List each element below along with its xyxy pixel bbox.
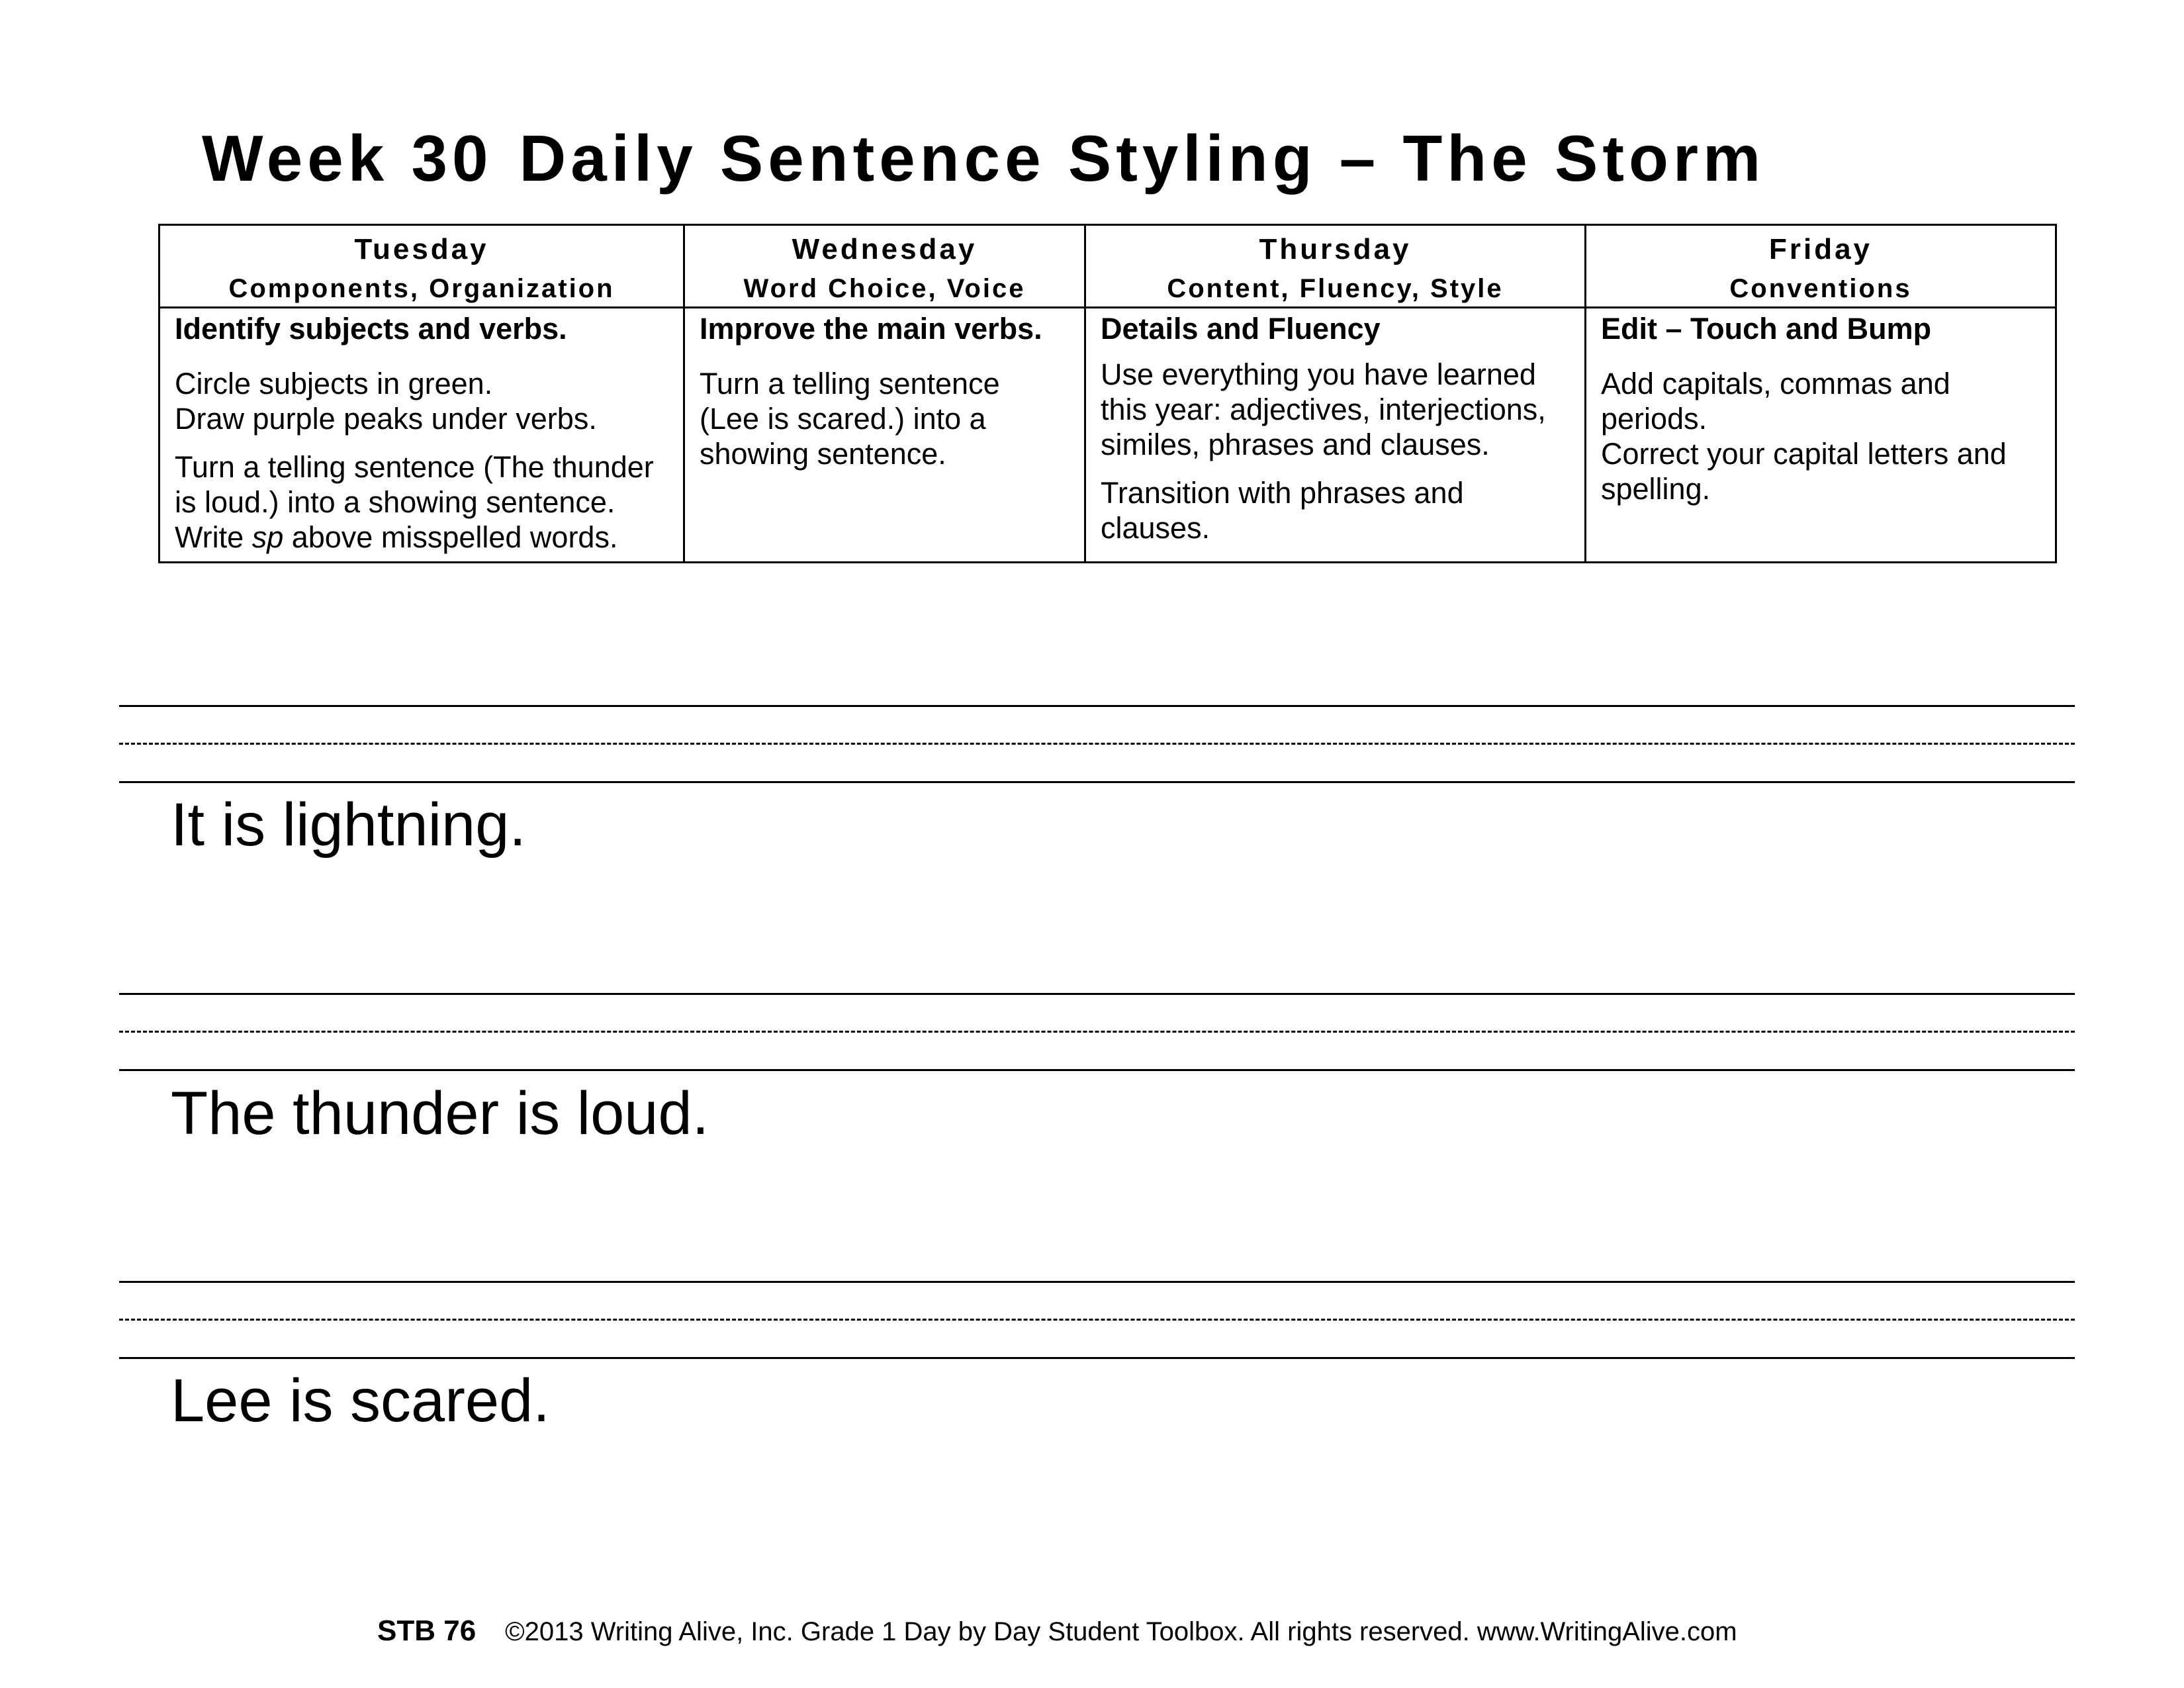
task-cell-tuesday	[159, 308, 684, 563]
prompt-sentence: Lee is scared.	[171, 1367, 550, 1434]
table-task-row	[159, 308, 2056, 563]
task-line: Turn a telling sentence	[700, 367, 1000, 400]
day-traits: Conventions	[1729, 274, 1912, 303]
task-cell-thursday	[1085, 308, 1586, 563]
task-line: similes, phrases and clauses.	[1101, 428, 1490, 461]
task-paragraph	[700, 366, 1069, 471]
header-thursday	[1085, 225, 1586, 308]
task-line: Use everything you have learned	[1101, 357, 1536, 391]
task-paragraph	[175, 366, 668, 436]
task-line-part: Write	[175, 520, 252, 554]
task-paragraph	[1601, 366, 2040, 506]
day-name: Friday	[1768, 233, 1873, 265]
writing-line-base	[119, 781, 2075, 783]
day-traits: Content, Fluency, Style	[1167, 274, 1504, 303]
task-line	[175, 520, 668, 555]
task-line: periods.	[1601, 402, 1707, 436]
task-line: is loud.) into a showing sentence.	[175, 485, 615, 519]
writing-line-top	[119, 1281, 2075, 1283]
writing-line-midline	[119, 1031, 2075, 1033]
task-heading: Identify subjects and verbs.	[175, 312, 567, 346]
header-tuesday	[159, 225, 684, 308]
day-name: Tuesday	[354, 233, 489, 265]
task-line: this year: adjectives, interjections,	[1101, 393, 1546, 426]
writing-line-midline	[119, 743, 2075, 745]
header-friday	[1586, 225, 2056, 308]
day-name: Wednesday	[792, 233, 978, 265]
task-line: showing sentence.	[700, 437, 946, 471]
page-code: STB 76	[377, 1615, 477, 1647]
task-heading: Edit – Touch and Bump	[1601, 312, 1932, 346]
day-traits: Word Choice, Voice	[743, 274, 1026, 303]
title-week: Week 30	[202, 122, 493, 195]
page-footer	[377, 1617, 1737, 1646]
task-line: Draw purple peaks under verbs.	[175, 402, 597, 436]
task-heading: Details and Fluency	[1101, 312, 1381, 346]
task-line: (Lee is scared.) into a	[700, 402, 986, 436]
page-title	[202, 122, 1766, 195]
header-wednesday	[684, 225, 1085, 308]
prompt-sentence: It is lightning.	[171, 791, 526, 859]
weekly-plan-table	[158, 224, 2057, 563]
prompt-sentence: The thunder is loud.	[171, 1080, 709, 1147]
task-line: clauses.	[1101, 511, 1210, 545]
task-paragraph	[1101, 475, 1570, 545]
task-paragraph	[1101, 357, 1570, 462]
writing-line-midline	[119, 1319, 2075, 1321]
task-line: Circle subjects in green.	[175, 367, 493, 400]
table-header-row	[159, 225, 2056, 308]
writing-line-top	[119, 993, 2075, 995]
day-traits: Components, Organization	[228, 274, 615, 303]
title-text: Daily Sentence Styling – The Storm	[519, 122, 1766, 195]
writing-line-base	[119, 1357, 2075, 1359]
task-paragraph	[175, 449, 668, 555]
task-line-part: above misspelled words.	[283, 520, 618, 554]
task-cell-wednesday	[684, 308, 1085, 563]
task-heading: Improve the main verbs.	[700, 312, 1042, 346]
task-line: Correct your capital letters and	[1601, 437, 2007, 471]
task-line: spelling.	[1601, 472, 1711, 506]
task-line: Add capitals, commas and	[1601, 367, 1950, 400]
copyright-notice: ©2013 Writing Alive, Inc. Grade 1 Day by Day Student Toolbox. All rights reserved. www.WritingAlive.com	[505, 1617, 1737, 1646]
task-line: Transition with phrases and	[1101, 476, 1464, 510]
day-name: Thursday	[1259, 233, 1412, 265]
task-line-italic: sp	[251, 520, 284, 554]
writing-line-base	[119, 1069, 2075, 1071]
task-line: Turn a telling sentence (The thunder	[175, 450, 654, 484]
writing-line-top	[119, 705, 2075, 707]
task-cell-friday	[1586, 308, 2056, 563]
